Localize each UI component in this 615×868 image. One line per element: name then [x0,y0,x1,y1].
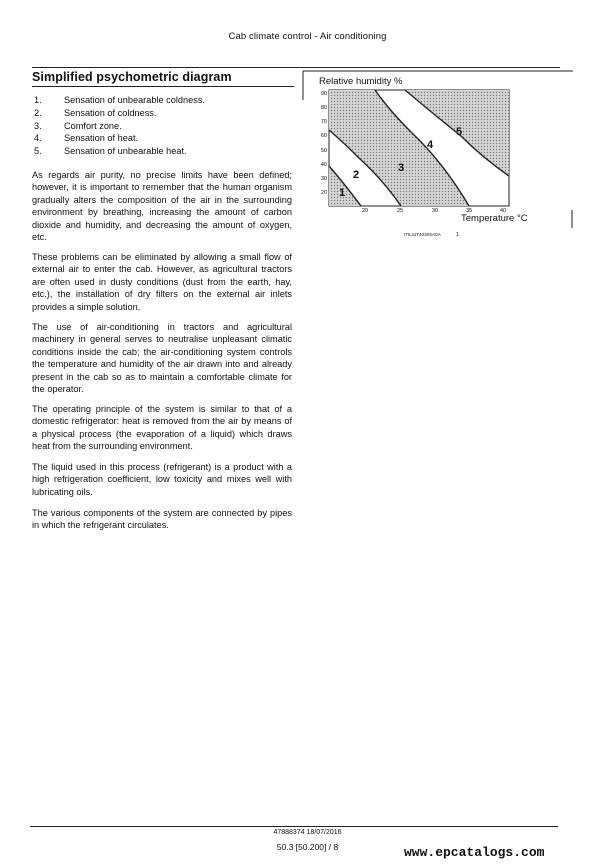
footer-document-ref: 47888374 18/07/2016 [273,829,342,836]
paragraph-external-air: These problems can be eliminated by allowing a small flow of external air to enter the cab. However, as agricultural tractors are often used in dusty conditions (dust from the earth, hay, etc.), the installation of dry filters on the external air inlets provides a simple solution. [32,252,292,312]
legend-list [34,94,294,158]
psychometric-diagram-svg [303,70,573,238]
paragraph-air-purity: As regards air purity, no precise limits have been defined; however, it is important to remember that the human organism gradually alters the composition of the air in the surrounding environment by breathing, increasing the amount of carbon dioxide and humidity, and decreasing the amount of oxygen, etc. [32,170,292,243]
page-header-title: Cab climate control - Air conditioning [228,31,387,42]
x-tick-label: 25 [396,208,404,214]
y-tick-label: 40 [320,162,327,168]
paragraph-operating-principle: The operating principle of the system is similar to that of a domestic refrigerator: heat is removed from the air by means of a physical process (the evaporation of a liquid) which draws heat from the surrounding environment. [32,404,292,452]
list-item-text: Sensation of unbearable coldness. [64,95,205,105]
zone-label-4: 4 [427,139,434,151]
list-item [34,120,294,133]
y-tick-label: 80 [320,105,327,111]
list-item-number: 4. [34,133,42,144]
list-item-text: Sensation of coldness. [64,107,157,118]
y-tick-label: 20 [320,190,327,196]
paragraph-refrigerant: The liquid used in this process (refrigerant) is a product with a high refrigeration coefficient, low toxicity and mixes well with lubricating oils. [32,462,292,497]
x-tick-label: 30 [431,208,439,214]
zone-label-2: 2 [353,169,360,181]
y-axis-label: Relative humidity % [319,76,403,87]
y-tick-label: 90 [320,91,327,97]
paragraph-components: The various components of the system are connected by pipes in which the refrigerant circulates. [32,508,292,531]
figure-number: 1 [456,232,460,238]
figure-code: ITIL11T4030SA0A [404,232,441,237]
footer-page-number: 50.3 [50.200] / 8 [276,842,339,852]
zone-label-1: 1 [339,187,346,199]
paragraph-air-conditioning-use: The use of air-conditioning in tractors and agricultural machinery in general serves to neutralise unpleasant climatic conditions inside the cab; the air-conditioning system controls the temperature and humidity of the air drawn into and already present in the cab so as to maintain a comfortable climate for the operator. [32,322,292,395]
list-item [34,132,294,145]
list-item-number: 3. [34,120,42,131]
list-item-number: 2. [34,107,42,118]
header-rule [32,67,560,68]
x-tick-label: 35 [465,208,473,214]
section-title-underline [32,86,294,87]
watermark-url: www.epcatalogs.com [404,845,545,860]
list-item [34,145,294,158]
x-tick-label: 40 [499,208,507,214]
list-item-text: Sensation of unbearable heat. [64,146,187,157]
list-item [34,107,294,120]
psychometric-diagram [303,70,573,238]
footer-rule [30,826,558,827]
zone-label-5: 5 [456,126,463,138]
x-tick-label: 20 [361,208,369,214]
list-item-number: 1. [34,95,42,105]
section-title: Simplified psychometric diagram [32,70,232,84]
list-item [34,94,294,107]
list-item-text: Comfort zone. [64,120,122,131]
list-item-number: 5. [34,146,42,157]
y-tick-label: 30 [320,176,327,182]
y-tick-label: 50 [320,148,327,154]
zone-label-3: 3 [398,162,405,174]
y-tick-label: 70 [320,119,327,125]
x-axis-label: Temperature °C [461,213,528,224]
list-item-text: Sensation of heat. [64,133,139,144]
y-tick-label: 60 [320,133,327,139]
